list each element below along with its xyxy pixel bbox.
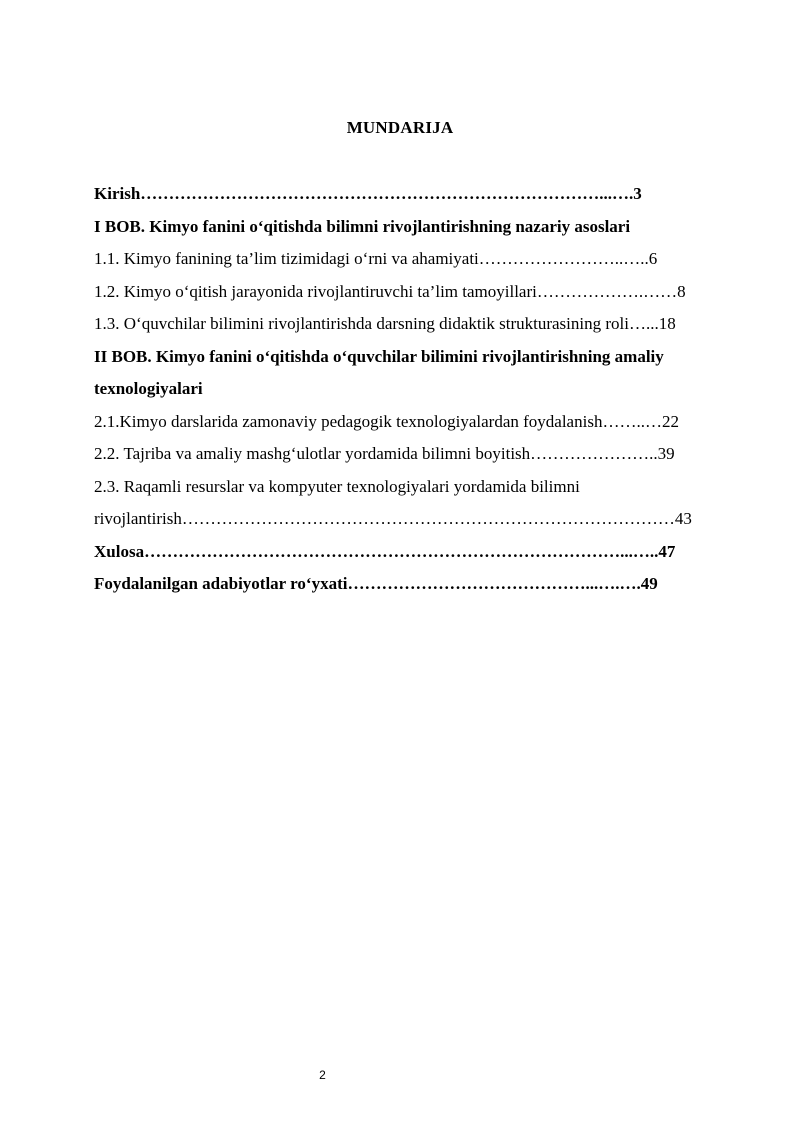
toc-entry-1-2: 1.2. Kimyo o‘qitish jarayonida rivojlantiruvchi ta’lim tamoyillari……………….……8	[94, 281, 686, 301]
toc-entry-2-3-line-1: 2.3. Raqamli resurslar va kompyuter texnologiyalari yordamida bilimni	[94, 476, 580, 496]
toc-chapter-2-line-1: II BOB. Kimyo fanini o‘qitishda o‘quvchilar bilimini rivojlantirishning amaliy	[94, 346, 664, 366]
toc-entry-2-3-line-2: rivojlantirish……………………………………………………………………………43	[94, 509, 692, 528]
toc-entry-2-2: 2.2. Tajriba va amaliy mashg‘ulotlar yordamida bilimni boyitish…………………..39	[94, 444, 675, 463]
table-of-contents	[94, 178, 738, 601]
page-number: 2	[319, 1068, 326, 1082]
toc-entry-1-3: 1.3. O‘quvchilar bilimini rivojlantirishda darsning didaktik strukturasining roli…...18	[94, 314, 676, 333]
page-title: MUNDARIJA	[346, 118, 454, 137]
toc-entry-kirish: Kirish………………………………………………………………………...….3	[94, 184, 642, 203]
toc-entry-adabiyotlar: Foydalanilgan adabiyotlar ro‘yxati……………………………………...….….49	[94, 574, 658, 593]
toc-chapter-2-line-2: texnologiyalari	[94, 379, 203, 398]
toc-entry-2-1: 2.1.Kimyo darslarida zamonaviy pedagogik texnologiyalardan foydalanish……..…22	[94, 411, 679, 431]
toc-chapter-1: I BOB. Kimyo fanini o‘qitishda bilimni rivojlantirishning nazariy asoslari	[94, 216, 631, 236]
toc-entry-xulosa: Xulosa…………………………………………………………………………...…..47	[94, 541, 676, 561]
toc-entry-1-1: 1.1. Kimyo fanining ta’lim tizimidagi o‘rni va ahamiyati……………………..…..6	[94, 249, 658, 268]
